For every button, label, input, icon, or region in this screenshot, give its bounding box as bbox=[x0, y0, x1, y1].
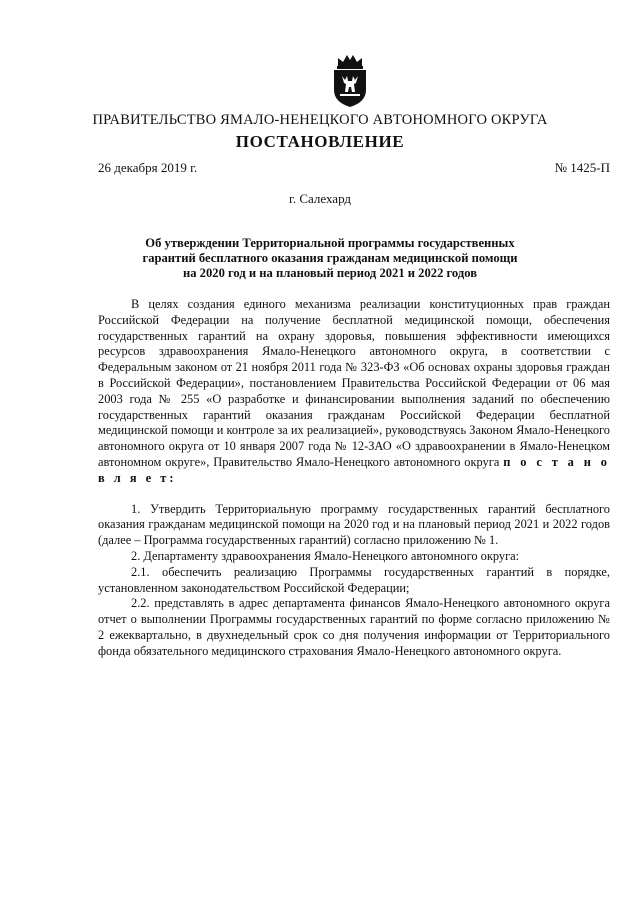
item-2-paragraph: 2. Департаменту здравоохранения Ямало-Ненецкого автономного округа: bbox=[131, 548, 520, 563]
item-2-2-paragraph: 2.2. представлять в адрес департамента финансов Ямало-Ненецкого автономного округа отчет о выполнении Программы государственных гарантий по форме согласно приложению № 2 ежеквартально, в двухнедельный срок со дня получения информации от Территориального фонда обязательного медицинского страхования Ямало-Ненецкого автономного округа. bbox=[98, 596, 610, 658]
title-line-1: Об утверждении Территориальной программы государственных bbox=[145, 236, 515, 250]
document-title bbox=[110, 236, 550, 281]
document-date: 26 декабря 2019 г. bbox=[98, 160, 198, 175]
document-number: № 1425-П bbox=[554, 160, 610, 175]
title-line-3: на 2020 год и на плановый период 2021 и 2022 годов bbox=[182, 266, 478, 280]
item-1-paragraph: 1. Утвердить Территориальную программу государственных гарантий бесплатного оказания гражданам медицинской помощи на 2020 год и на плановый период 2021 и 2022 годов (далее – Программа государственных гарантий) согласно приложению № 1. bbox=[98, 501, 610, 548]
preamble-text: В целях создания единого механизма реализации конституционных прав граждан Российской Федерации на получение бесплатной медицинской помощи, обеспечения государственных гарантий на охрану здоровья, повышения эффективности имеющихся ресурсов здравоохранения Ямало-Ненецкого автономного округа, в соответствии с Федеральным законом от 21 ноября 2011 года № 323-ФЗ «Об основах охраны здоровья граждан в Российской Федерации», постановлением Правительства Российской Федерации от 06 мая 2003 года № 255 «О разработке и финансировании выполнения заданий по обеспечению государственных гарантий оказания гражданам Российской Федерации бесплатной медицинской помощи и контроле за их реализацией», руководствуясь Законом Ямало-Ненецкого автономного округа от 10 января 2007 года № 12-ЗАО «О здравоохранении в Ямало-Ненецком автономном округе», Правительство Ямало-Ненецкого автономного округа bbox=[98, 297, 610, 469]
title-line-2: гарантий бесплатного оказания гражданам медицинской помощи bbox=[142, 251, 518, 265]
resolves-word: п о с т а н о в л я е т: bbox=[98, 454, 610, 485]
coat-of-arms-emblem bbox=[328, 54, 372, 108]
government-name: ПРАВИТЕЛЬСТВО ЯМАЛО-НЕНЕЦКОГО АВТОНОМНОГО ОКРУГА bbox=[92, 112, 548, 128]
preamble-paragraph bbox=[98, 297, 610, 487]
document-type: ПОСТАНОВЛЕНИЕ bbox=[235, 132, 405, 151]
document-body bbox=[98, 297, 610, 660]
city-name: г. Салехард bbox=[288, 191, 352, 206]
item-2-1-paragraph: 2.1. обеспечить реализацию Программы государственных гарантий в порядке, установленном законодательством Российской Федерации; bbox=[98, 564, 610, 595]
